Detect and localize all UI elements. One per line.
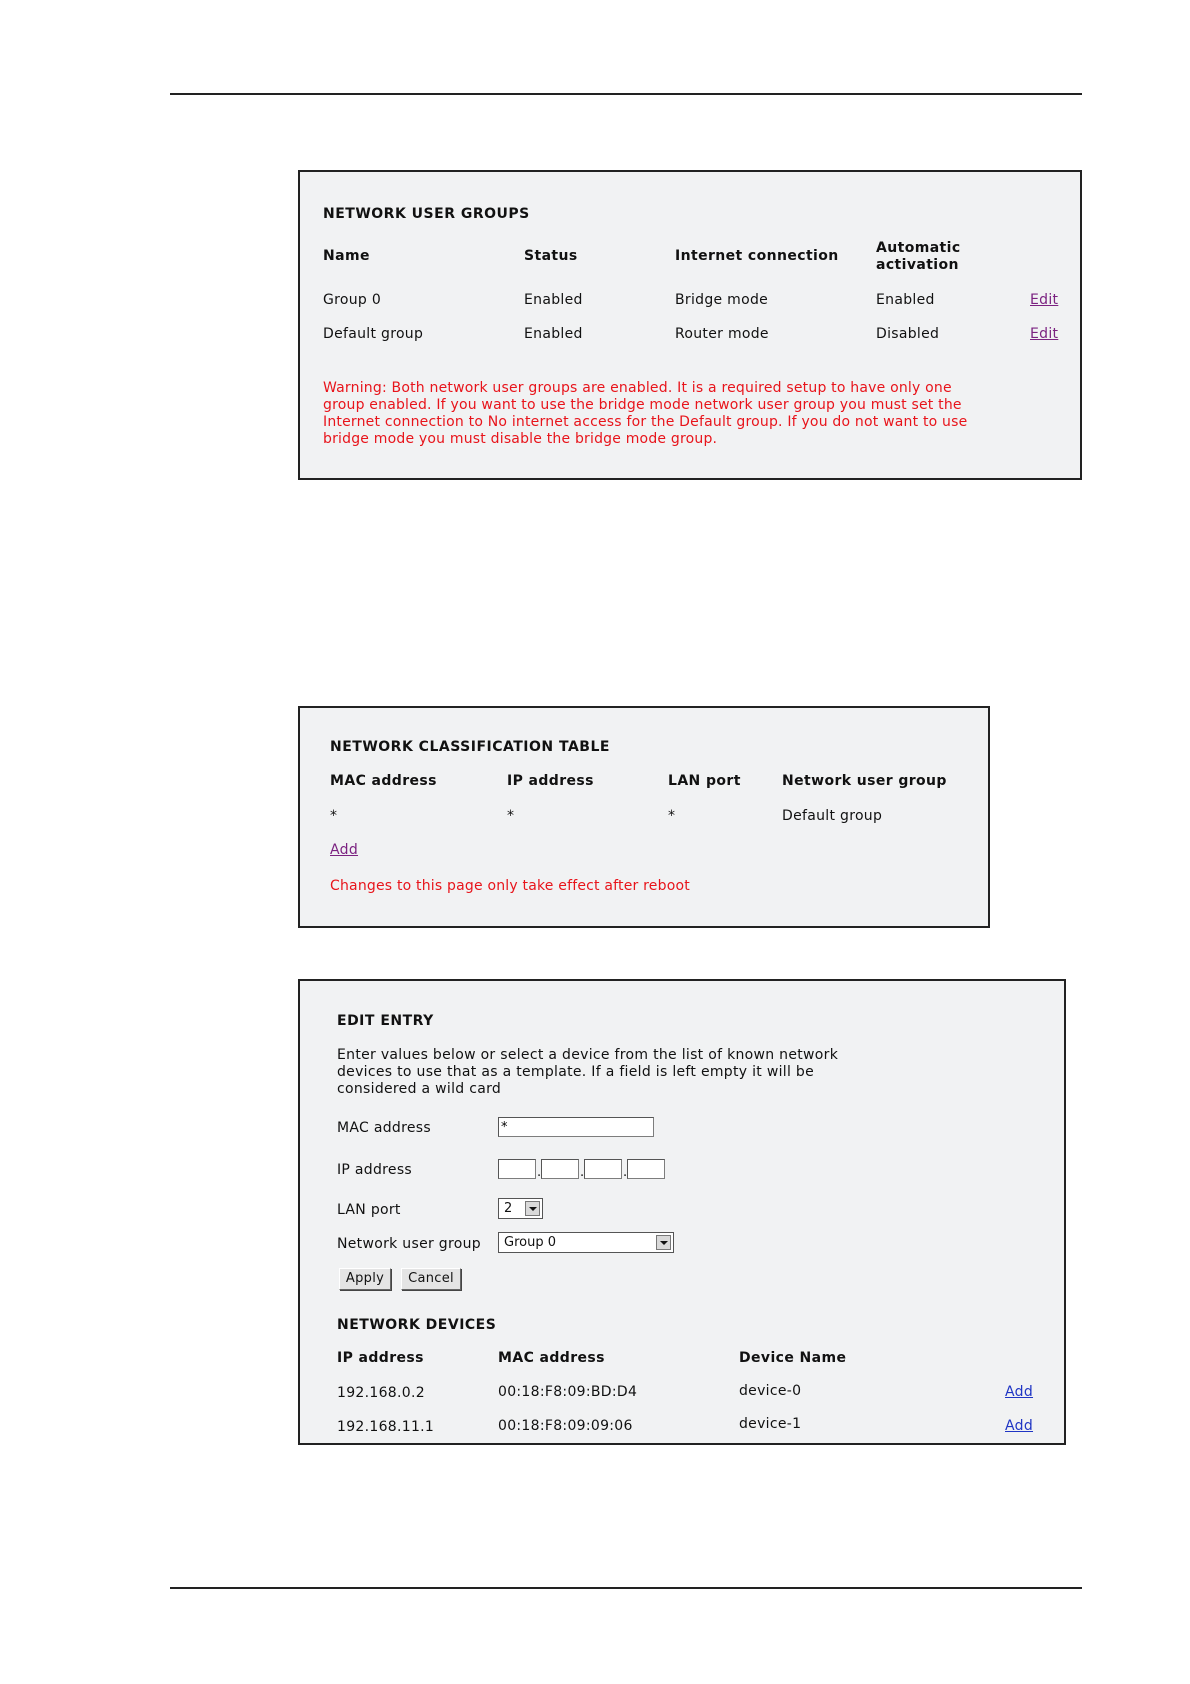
device-ip: 192.168.0.2 [337,1385,425,1401]
device-name: device-0 [739,1383,802,1399]
ip-octet-2-input[interactable] [541,1159,579,1179]
cancel-button[interactable]: Cancel [401,1268,461,1290]
column-header-device-name: Device Name [739,1350,847,1366]
lan-cell: * [668,808,676,824]
footer-rule [170,1587,1082,1589]
edit-group-0-link[interactable]: Edit [1030,292,1059,308]
group-status: Enabled [524,292,583,308]
intro-text [337,1047,838,1098]
chevron-down-icon[interactable] [525,1201,540,1216]
apply-button[interactable]: Apply [339,1268,391,1290]
column-header-group: Network user group [782,773,947,789]
network-user-group-select[interactable] [498,1232,674,1253]
ip-address-label: IP address [337,1162,413,1178]
device-mac: 00:18:F8:09:09:06 [498,1418,633,1434]
edit-entry-panel [298,979,1066,1445]
device-name: device-1 [739,1416,802,1432]
intro-line: devices to use that as a template. If a field is left empty it will be [337,1064,815,1080]
chevron-down-icon[interactable] [656,1235,671,1250]
group-name: Default group [323,326,424,342]
warning-line: group enabled. If you want to use the bridge mode network user group you must set the [323,397,962,413]
column-header-ip: IP address [337,1350,424,1366]
ip-octet-3-input[interactable] [584,1159,622,1179]
ip-separator: . [580,1165,585,1180]
group-cell: Default group [782,808,883,824]
column-header-internet: Internet connection [675,248,839,264]
ip-octet-1-input[interactable] [498,1159,536,1179]
network-classification-panel [298,706,990,928]
column-header-auto-activation [876,240,961,274]
mac-cell: * [330,808,338,824]
column-header-lan: LAN port [668,773,741,789]
ip-separator: . [623,1165,628,1180]
ip-separator: . [537,1165,542,1180]
device-mac: 00:18:F8:09:BD:D4 [498,1384,638,1400]
network-user-group-label: Network user group [337,1236,481,1252]
column-header-ip: IP address [507,773,594,789]
reboot-notice: Changes to this page only take effect after reboot [330,878,690,894]
column-header-auto-line1: Automatic [876,240,961,256]
ip-octet-4-input[interactable] [627,1159,665,1179]
column-header-name: Name [323,248,370,264]
group-internet: Bridge mode [675,292,769,308]
column-header-status: Status [524,248,578,264]
panel-title: NETWORK USER GROUPS [323,206,530,222]
lan-port-label: LAN port [337,1202,401,1218]
add-device-1-link[interactable]: Add [1005,1418,1034,1434]
warning-line: bridge mode you must disable the bridge mode group. [323,431,718,447]
network-devices-title: NETWORK DEVICES [337,1317,497,1333]
ip-cell: * [507,808,515,824]
mac-address-input[interactable] [498,1117,654,1137]
mac-address-label: MAC address [337,1120,431,1136]
lan-port-select[interactable] [498,1198,543,1219]
group-name: Group 0 [323,292,382,308]
group-internet: Router mode [675,326,769,342]
device-ip: 192.168.11.1 [337,1419,435,1435]
column-header-mac: MAC address [330,773,437,789]
panel-title: NETWORK CLASSIFICATION TABLE [330,739,610,755]
intro-line: Enter values below or select a device from the list of known network [337,1047,839,1063]
intro-line: considered a wild card [337,1081,502,1097]
warning-line: Internet connection to No internet access for the Default group. If you do not want to use [323,414,968,430]
add-classification-link[interactable]: Add [330,842,359,858]
network-user-groups-panel [298,170,1082,480]
group-auto: Enabled [876,292,935,308]
warning-line: Warning: Both network user groups are enabled. It is a required setup to have only one [323,380,952,396]
add-device-0-link[interactable]: Add [1005,1384,1034,1400]
lan-port-value: 2 [504,1201,513,1216]
group-status: Enabled [524,326,583,342]
column-header-auto-line2: activation [876,257,959,273]
edit-default-group-link[interactable]: Edit [1030,326,1059,342]
header-rule [170,93,1082,95]
column-header-mac: MAC address [498,1350,605,1366]
panel-title: EDIT ENTRY [337,1013,434,1029]
network-user-group-value: Group 0 [504,1235,556,1250]
group-auto: Disabled [876,326,940,342]
warning-message [323,380,967,448]
